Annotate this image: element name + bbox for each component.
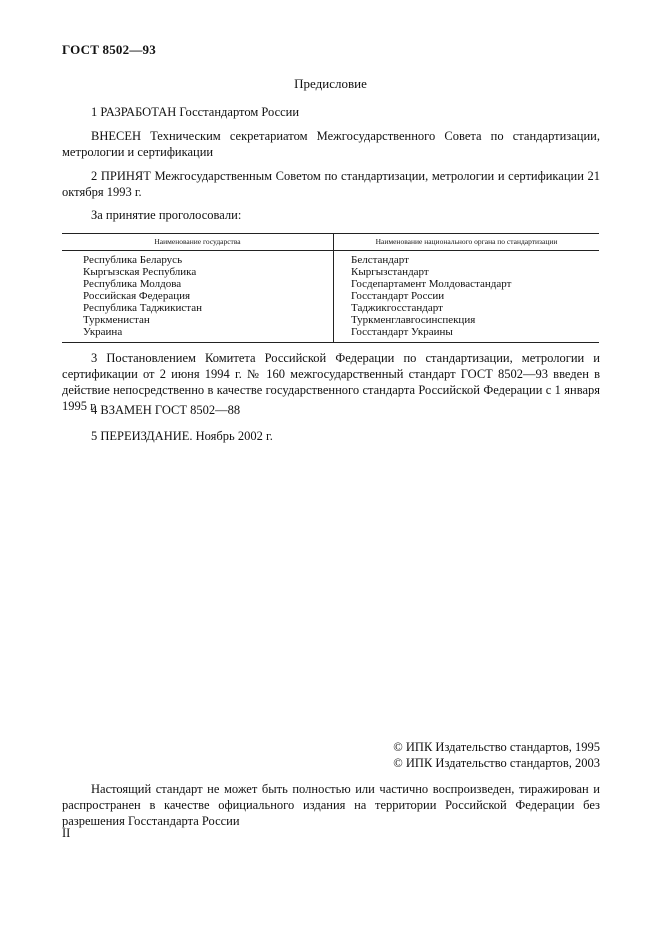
table-cell-body: Госдепартамент Молдовастандарт <box>351 278 512 290</box>
table-cell-state: Кыргызская Республика <box>83 266 197 278</box>
paragraph-introduced: ВНЕСЕН Техническим секретариатом Межгосударственного Совета по стандартизации, метрологии и сертификации <box>62 129 600 159</box>
paragraph-reissue: 5 ПЕРЕИЗДАНИЕ. Ноябрь 2002 г. <box>91 429 273 443</box>
table-cell-state: Туркменистан <box>83 314 150 326</box>
document-code: ГОСТ 8502—93 <box>62 42 156 57</box>
voting-table <box>62 233 599 343</box>
paragraph-developed: 1 РАЗРАБОТАН Госстандартом России <box>91 105 300 119</box>
page-number: II <box>62 826 71 840</box>
bodies-column <box>351 254 511 338</box>
page-title: Предисловие <box>294 76 367 91</box>
reproduction-notice: Настоящий стандарт не может быть полностью или частично воспроизведен, тиражирован и распространен в качестве официального издания на территории Российской Федерации без разрешения Госстандарта России <box>62 782 600 828</box>
table-cell-state: Украина <box>83 326 123 338</box>
table-header-state: Наименование государства <box>62 234 334 251</box>
table-cell-body: Госстандарт Украины <box>351 326 453 338</box>
table-column-divider <box>333 250 334 342</box>
table-cell-body: Кыргызстандарт <box>351 266 429 278</box>
table-cell-body: Туркменглавгосинспекция <box>351 314 476 326</box>
paragraph-replaces: 4 ВЗАМЕН ГОСТ 8502—88 <box>91 403 241 417</box>
paragraph-voted: За принятие проголосовали: <box>91 208 242 222</box>
paragraph-decree: 3 Постановлением Комитета Российской Федерации по стандартизации, метрологии и сертификации от 2 июня 1994 г. № 160 межгосударственный стандарт ГОСТ 8502—93 введен в действие непосредственно в качестве государственного стандарта Российской Федерации с 1 января 1995 г. <box>62 351 600 413</box>
table-cell-state: Республика Таджикистан <box>83 302 202 314</box>
table-cell-body: Таджикгосстандарт <box>351 302 443 314</box>
table-header-body: Наименование национального органа по стандартизации <box>334 234 599 251</box>
table-cell-state: Республика Молдова <box>83 278 182 290</box>
table-cell-state: Республика Беларусь <box>83 254 183 266</box>
table-cell-body: Белстандарт <box>351 254 409 266</box>
table-cell-body: Госстандарт России <box>351 290 445 302</box>
table-cell-state: Российская Федерация <box>83 290 191 302</box>
copyright-line: © ИПК Издательство стандартов, 1995 <box>393 740 600 754</box>
paragraph-adopted: 2 ПРИНЯТ Межгосударственным Советом по стандартизации, метрологии и сертификации 21 октября 1993 г. <box>62 169 600 199</box>
copyright-line: © ИПК Издательство стандартов, 2003 <box>393 756 600 770</box>
states-column <box>83 254 202 338</box>
